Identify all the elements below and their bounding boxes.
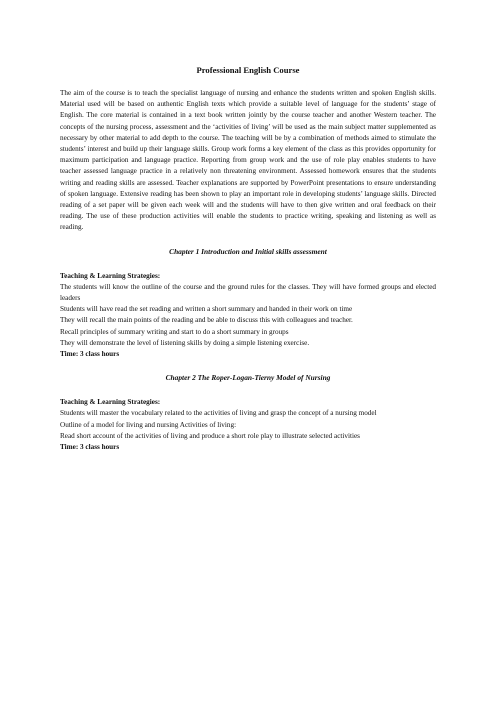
chapter-1-title: Chapter 1 Introduction and Initial skills assessment xyxy=(169,246,327,256)
chapter-2-item-1: Students will master the vocabulary related to the activities of living and grasp the concept of a nursing model xyxy=(60,409,377,418)
chapter-1-item-2: Students will have read the set reading and written a short summary and handed in their work on time xyxy=(60,305,353,314)
chapter-1-item-4: Recall principles of summary writing and start to do a short summary in groups xyxy=(60,327,289,336)
chapter-2-time: Time: 3 class hours xyxy=(60,443,120,452)
intro-paragraph: The aim of the course is to teach the specialist language of nursing and enhance the students written and spoken English skills. Material used will be based on authentic English texts which provide a suitable level of language for the students’ stage of English. The core material is contained in a text book written jointly by the course teacher and another Western teacher. The concepts of the nursing process, assessment and the ‘activities of living’ will be used as the main subject matter supplemented as necessary by other material to add depth to the course. The teaching will be by a combination of methods aimed to stimulate the students’ interest and build up their language skills. Group work forms a key element of the class as this provides opportunity for maximum participation and language practice. Reporting from group work and the use of role play enables students to have teacher assessed language practice in a relatively non threatening environment. Assessed homework ensures that the students writing and reading skills are assessed. Teacher explanations are supported by PowerPoint presentations to ensure understanding of spoken language. Extensive reading has been shown to play an important role in developing students’ language skills. Directed reading of a set paper will be given each week will and the students will have to then give written and oral feedback on their reading. The use of these production activities will enable the students to practice writing, speaking and listening as well as reading. xyxy=(60,89,436,232)
document-title: Professional English Course xyxy=(196,65,300,75)
chapter-2-item-2: Outline of a model for living and nursing Activities of living: xyxy=(60,420,237,429)
chapter-1-item-5: They will demonstrate the level of listening skills by doing a simple listening exercise. xyxy=(60,338,310,347)
chapter-2-title: Chapter 2 The Roper-Logan-Tierny Model of Nursing xyxy=(165,373,331,383)
chapter-2-strategies-heading: Teaching & Learning Strategies: xyxy=(60,398,161,407)
chapter-1-item-1: The students will know the outline of the course and the ground rules for the classes. They will have formed groups and elected leaders xyxy=(60,282,436,303)
chapter-1-strategies-heading: Teaching & Learning Strategies: xyxy=(60,271,161,280)
chapter-2-section xyxy=(60,372,436,453)
chapter-1-item-3: They will recall the main points of the reading and be able to discuss this with colleagues and teacher. xyxy=(60,316,353,325)
chapter-1-time: Time: 3 class hours xyxy=(60,350,120,359)
chapter-1-section xyxy=(60,246,436,361)
chapter-2-item-3: Read short account of the activities of living and produce a short role play to illustrate selected activities xyxy=(60,431,360,440)
